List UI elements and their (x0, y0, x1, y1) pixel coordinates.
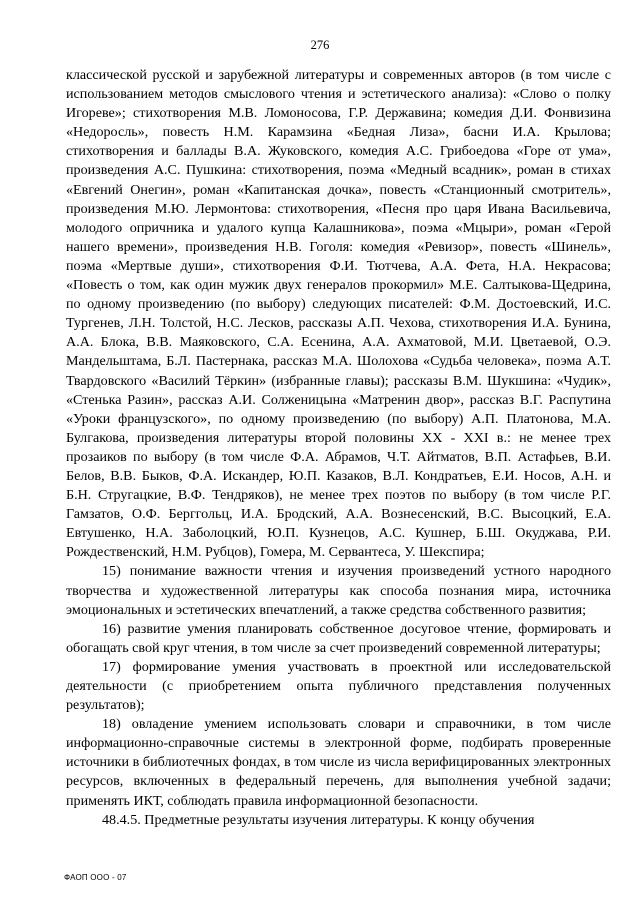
document-footer-code: ФАОП ООО - 07 (64, 873, 127, 882)
paragraph-item-16: 16) развитие умения планировать собственное досуговое чтение, формировать и обогащать свой круг чтения, в том числе за счет произведений современной литературы; (66, 620, 611, 656)
paragraph-item-18: 18) овладение умением использовать словари и справочники, в том числе информационно-справочные системы в электронной форме, подбирать проверенные источники в библиотечных фондах, в том числе из числа верифицированных электронных ресурсов, включенных в федеральный перечень, для выполнения учебной задачи; применять ИКТ, соблюдать правила информационной безопасности. (66, 716, 611, 809)
document-body (66, 66, 611, 830)
page-number: 276 (310, 38, 330, 52)
paragraph-item-15: 15) понимание важности чтения и изучения произведений устного народного творчества и художественной литературы как способа познания мира, источника эмоциональных и эстетических впечатлений, а также средства собственного развития; (66, 563, 611, 618)
paragraph-literature-list: классической русской и зарубежной литературы и современных авторов (в том числе с использованием методов смыслового чтения и эстетического анализа): «Слово о полку Игореве»; стихотворения М.В. Ломоносова, Г.Р. Державина; комедия Д.И. Фонвизина «Недоросль», повесть Н.М. Карамзина «Бедная Лиза», басни И.А. Крылова; стихотворения и баллады В.А. Жуковского, комедия А.С. Грибоедова «Горе от ума», произведения А.С. Пушкина: стихотворения, поэма «Медный всадник», роман в стихах «Евгений Онегин», роман «Капитанская дочка», повесть «Станционный смотритель», произведения М.Ю. Лермонтова: стихотворения, «Песня про царя Ивана Васильевича, молодого опричника и удалого купца Калашникова», поэма «Мцыри», роман «Герой нашего времени», произведения Н.В. Гоголя: комедия «Ревизор», повесть «Шинель», поэма «Мертвые души», стихотворения Ф.И. Тютчева, А.А. Фета, Н.А. Некрасова; «Повесть о том, как один мужик двух генералов прокормил» М.Е. Салтыкова-Щедрина, по одному произведению (по выбору) следующих писателей: Ф.М. Достоевский, И.С. Тургенев, Л.Н. Толстой, Н.С. Лесков, рассказы А.П. Чехова, стихотворения И.А. Бунина, А.А. Блока, В.В. Маяковского, С.А. Есенина, А.А. Ахматовой, М.И. Цветаевой, О.Э. Мандельштама, Б.Л. Пастернака, рассказ М.А. Шолохова «Судьба человека», поэма А.Т. Твардовского «Василий Тёркин» (избранные главы); рассказы В.М. Шукшина: «Чудик», «Стенька Разин», рассказ А.И. Солженицына «Матренин двор», рассказ В.Г. Распутина «Уроки французского», по одному произведению (по выбору) А.П. Платонова, М.А. Булгакова, произведения литературы второй половины XX - XXI в.: не менее трех прозаиков по выбору (в том числе Ф.А. Абрамов, Ч.Т. Айтматов, В.П. Астафьев, В.И. Белов, В.В. Быков, Ф.А. Искандер, Ю.П. Казаков, В.Л. Кондратьев, Е.И. Носов, А.Н. и Б.Н. Стругацкие, В.Ф. Тендряков), не менее трех поэтов по выбору (в том числе Р.Г. Гамзатов, О.Ф. Берггольц, И.А. Бродский, А.А. Вознесенский, В.С. Высоцкий, Е.А. Евтушенко, Н.А. Заболоцкий, Ю.П. Кузнецов, А.С. Кушнер, Б.Ш. Окуджава, Р.И. Рождественский, Н.М. Рубцов), Гомера, М. Сервантеса, У. Шекспира; (66, 67, 611, 561)
paragraph-section-48-4-5: 48.4.5. Предметные результаты изучения литературы. К концу обучения (102, 811, 535, 828)
paragraph-item-17: 17) формирование умения участвовать в проектной или исследовательской деятельности (с приобретением опыта публичного представления полученных результатов); (66, 658, 611, 714)
